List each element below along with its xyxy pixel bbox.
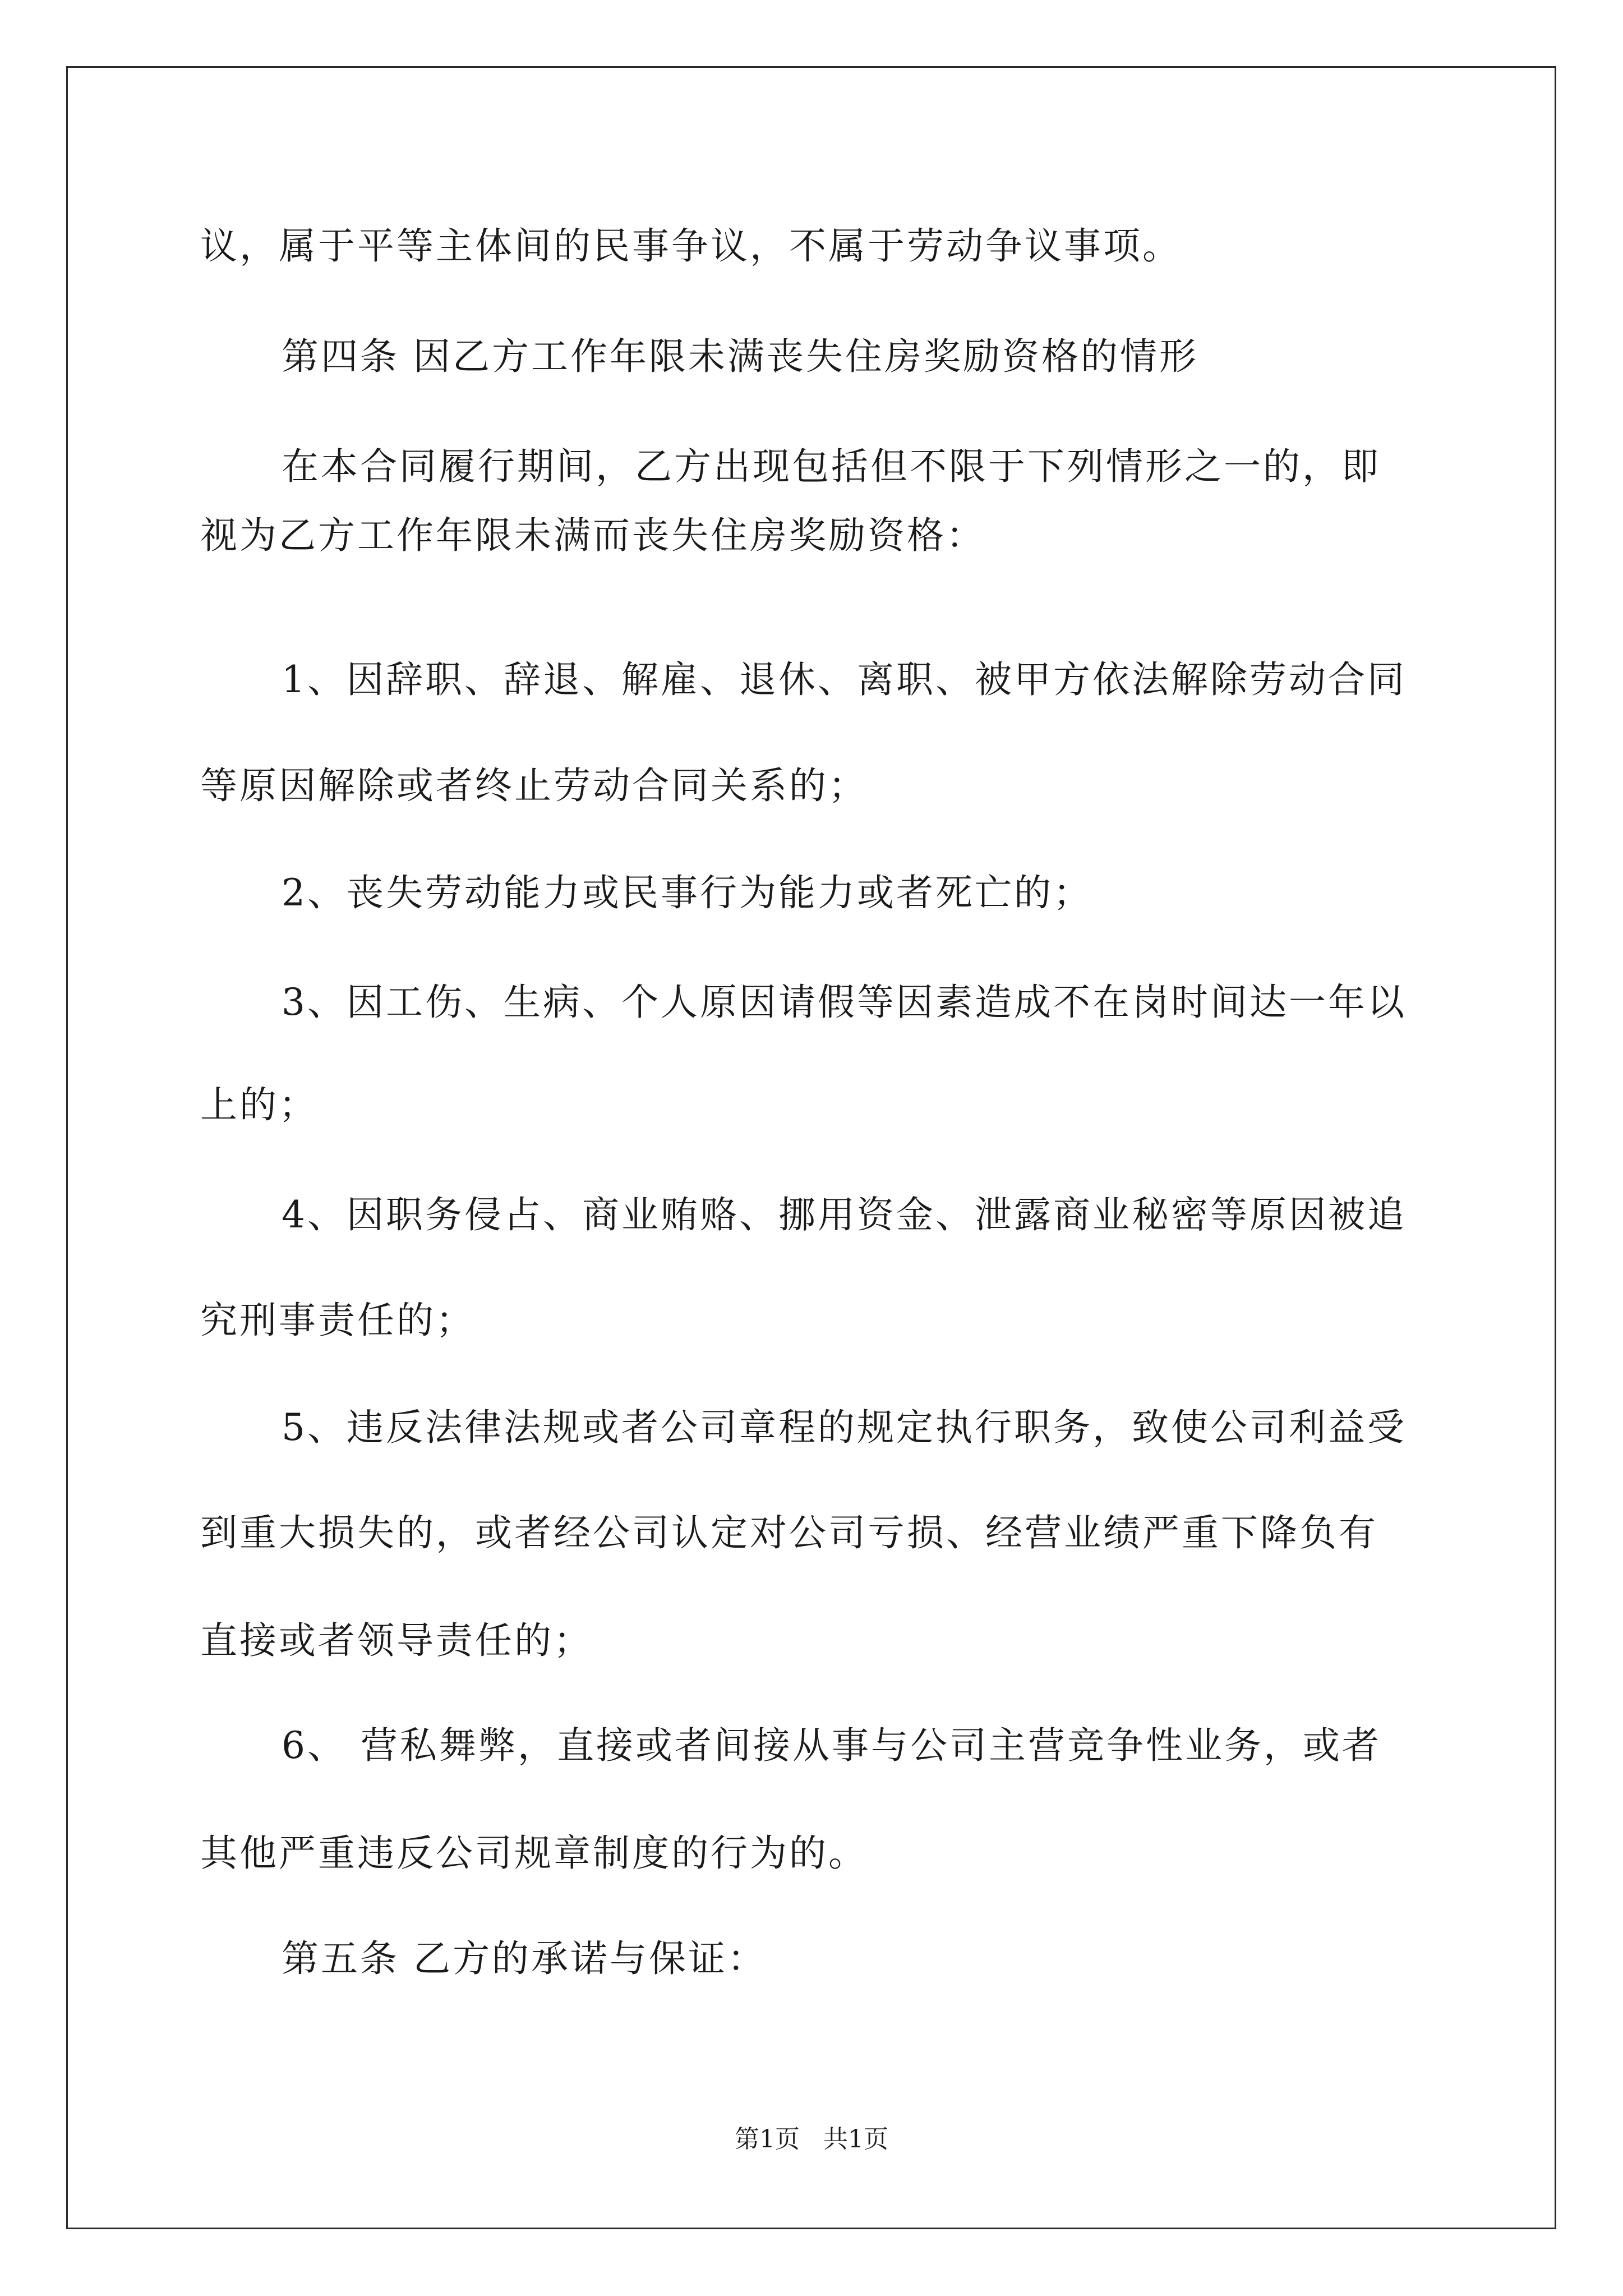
list-item-1: 1、因辞职、辞退、解雇、退休、离职、被甲方依法解除劳动合同: [282, 658, 1407, 701]
paragraph-line: 视为乙方工作年限未满而丧失住房奖励资格：: [200, 514, 985, 557]
paragraph-line: 在本合同履行期间，乙方出现包括但不限于下列情形之一的，即: [282, 445, 1381, 488]
list-item-6-continued: 其他严重违反公司规章制度的行为的。: [200, 1832, 868, 1875]
list-item-5-continued: 到重大损失的，或者经公司认定对公司亏损、经营业绩严重下降负有: [200, 1511, 1378, 1554]
list-item-3: 3、因工伤、生病、个人原因请假等因素造成不在岗时间达一年以: [282, 981, 1407, 1024]
list-item-2: 2、丧失劳动能力或民事行为能力或者死亡的；: [282, 871, 1092, 914]
list-item-3-continued: 上的；: [200, 1083, 318, 1126]
list-item-4-continued: 究刑事责任的；: [200, 1299, 475, 1342]
list-item-5: 5、违反法律法规或者公司章程的规定执行职务，致使公司利益受: [282, 1406, 1407, 1449]
list-item-4: 4、因职务侵占、商业贿赂、挪用资金、泄露商业秘密等原因被追: [282, 1193, 1407, 1236]
list-item-5-continued: 直接或者领导责任的；: [200, 1619, 593, 1662]
article-four-heading: 第四条 因乙方工作年限未满丧失住房奖励资格的情形: [282, 335, 1198, 378]
list-item-6: 6、 营私舞弊，直接或者间接从事与公司主营竞争性业务，或者: [282, 1724, 1381, 1767]
article-five-heading: 第五条 乙方的承诺与保证：: [282, 1937, 767, 1980]
list-item-1-continued: 等原因解除或者终止劳动合同关系的；: [200, 764, 868, 807]
page-number-footer: 第1页 共1页: [735, 2125, 888, 2154]
page-border: [66, 66, 1556, 2229]
paragraph-line: 议，属于平等主体间的民事争议，不属于劳动争议事项。: [200, 224, 1182, 268]
